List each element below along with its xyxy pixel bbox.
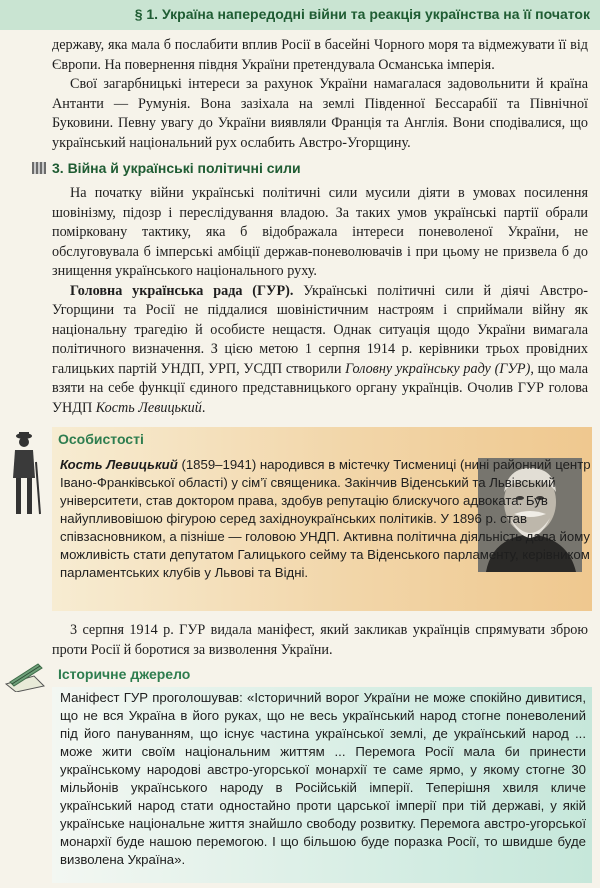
gur-text-a: Українські політичні сили й діячі Австро-Угорщини та Росії не піддалися шовіністичним настроям і сприймали війну як національну трагедію й особисте нещастя. Однак ситуація щодо України вимагала політичного визначення. З цією метою 1 серпня 1914 р. керівники трьох провідних галицьких партій УНДП, УРП, УСДП створили: [52, 282, 588, 377]
person-silhouette-icon: [2, 428, 42, 518]
quill-document-icon: [4, 662, 48, 692]
section-3-paragraph-1: На початку війни українські політичні сили мусили діяти в умовах посилення шовінізму, підозр і переслідування владою. За таких умов українські партії обрали помірковану тактику, яка б відображала інтереси поневоленої України, не обслуговувала б імперські амбіції держав-поневолювачів і при цьому не призвела б до знищення українського національного руху.: [52, 185, 588, 279]
intro-paragraph-2: Свої загарбницькі інтереси за рахунок України намагалася задовольнити й країна Антанти — Румунія. Вона зазіхала на землі Південної Бессарабії та Північної Буковини. Певну увагу до України виявляли Франція та Англія. Вони сподівалися, що український національний рух ослабить Австро-Угорщину.: [52, 76, 588, 151]
levytskyi-italic: Кость Левицький: [95, 399, 202, 416]
section-3-heading-text: 3. Війна й українські політичні сили: [52, 160, 301, 176]
levytskyi-name: Кость Левицький: [60, 457, 178, 472]
biography-text: (1859–1941) народився в містечку Тисмениці (нині районний центр Івано-Франківської області) у сім’ї священика. Закінчив Віденський та Львівський університети, став доктором права, здобув репутацію блискучого адвоката. Був найупливовішою фігурою серед західноукраїнських політиків. У 1896 р. став співзасновником, а пізніше — головою УНДП. Активна політична діяльність дала йому можливість стати депутатом Галицького сейму та Віденського парламенту, керівником парламентських клубів у Львові та Відні.: [60, 457, 591, 580]
section-3-paragraph-2: [52, 282, 588, 419]
section-3-text: [52, 184, 588, 418]
section-title: § 1. Україна напередодні війни та реакція українства на її початок: [134, 6, 590, 22]
section-bullet-icon: [32, 162, 46, 174]
manifest-text: 3 серпня 1914 р. ГУР видала маніфест, який закликав українців спрямувати зброю проти Росії й боротися за визволення України.: [52, 622, 588, 658]
gur-text-c: .: [201, 399, 206, 416]
intro-paragraph-1: державу, яка мала б послабити вплив Росії в басейні Чорного моря та відмежувати її від Європи. На повернення півдня України претендувала Османська імперія.: [52, 37, 588, 73]
page-header: [0, 0, 600, 30]
gur-term: Головна українська рада (ГУР).: [70, 282, 294, 299]
gur-italic: Головну українську раду (ГУР): [345, 360, 531, 377]
osobystosti-text: [60, 456, 592, 582]
manifest-paragraph: [52, 621, 588, 660]
intro-text: [52, 36, 588, 153]
osobystosti-title: Особистості: [58, 431, 144, 447]
dzherelo-title: Історичне джерело: [58, 666, 191, 682]
gur-text-b: , що мала взяти на себе функції єдиного представницького органу українців. Очолив ГУР голова УНДП: [52, 360, 588, 416]
dzherelo-text: Маніфест ГУР проголошував: «Історичний ворог України не може спокійно дивитися, що не вся Україна в його руках, що не весь український народ стогне поневолений під його пануванням, що існує частина української землі, де український народ ... може жити своїм національним життям ... Перемога Росії мала би принести українському народові австро-угорської монархії те саме ярмо, у якому стогне 30 мільйонів українського народу в Російській імперії. Теперішня хвиля кличе український народ стати одностайно проти царської імперії при тій державі, у якій українське національне життя знайшло свободу розвитку. Перемога австро-угорської монархії буде нашою перемогою. І що більшою буде поразка Росії, то швидше буде визволена Україна».: [60, 690, 586, 867]
section-3-heading: [32, 160, 301, 176]
